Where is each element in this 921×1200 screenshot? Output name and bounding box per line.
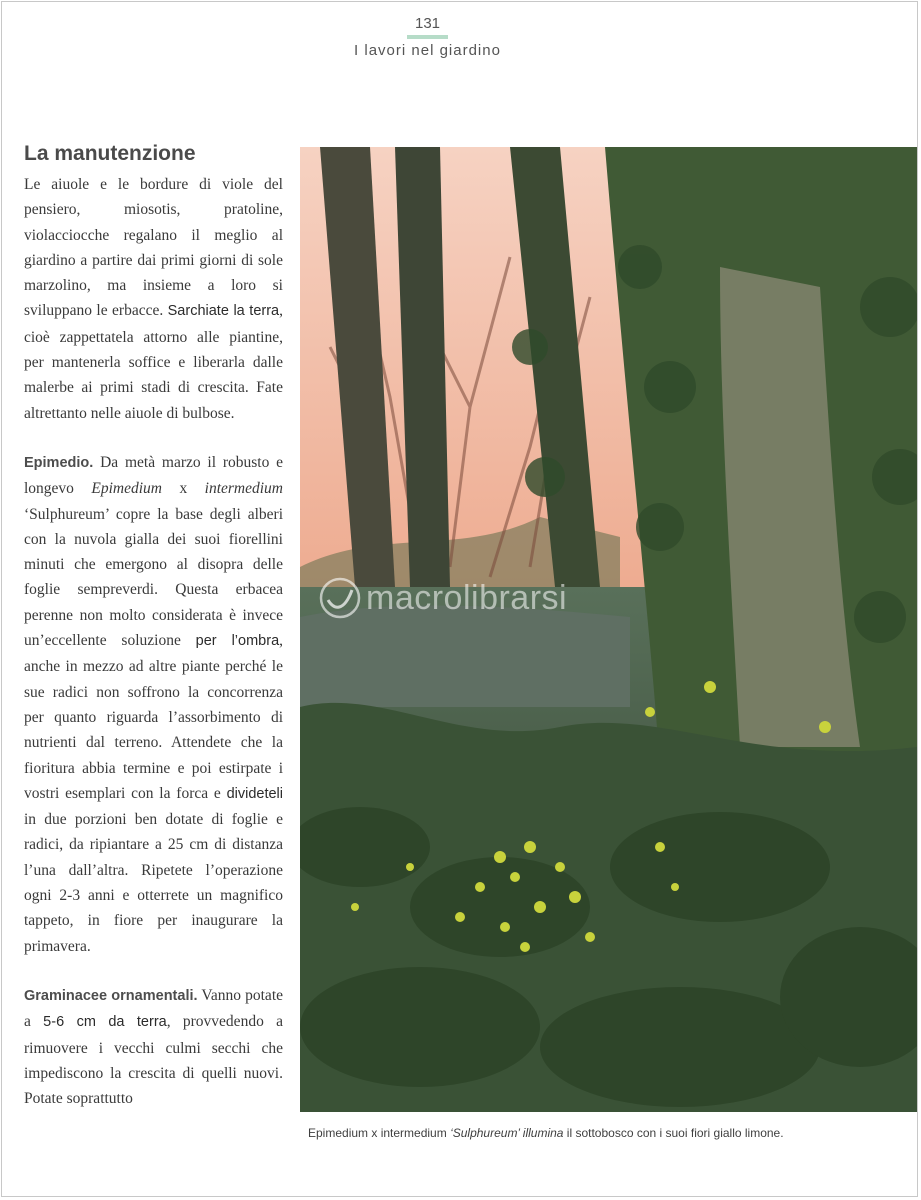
text-column [24, 140, 283, 1111]
caption-italic: illumina [519, 1126, 564, 1140]
paragraph-lead: Graminacee ornamentali. [24, 987, 198, 1004]
text: ‘Sulphureum’ copre la base degli alberi con la nuvola gialla dei suoi fiorellini minuti che emergono al disopra delle foglie sempreverdi. Questa erbacea perenne non molto considerata è invece un’eccellente soluzione [24, 505, 283, 650]
section-title: La manutenzione [24, 142, 196, 165]
page-header [0, 14, 855, 59]
paragraph-lead: Epimedio. [24, 454, 94, 471]
woodland-illustration [300, 147, 917, 1112]
caption-italic: ‘Sulphureum’ [450, 1126, 520, 1140]
text: , provvedendo a rimuovere i vecchi culmi secchi che impediscono la crescita di quelli nuovi. Potate soprattutto [24, 1013, 283, 1108]
latin-name: Epimedium [91, 480, 162, 498]
garden-photo [300, 147, 917, 1112]
text: Le aiuole e le bordure di viole del pensiero, miosotis, pratoline, violacciocche regalano il meglio al giardino a partire dai primi giorni di sole marzolino, ma insieme a loro si sviluppano le erbacce. [24, 176, 283, 320]
caption-text: Epimedium x intermedium [308, 1126, 451, 1140]
running-title: I lavori nel giardino [354, 42, 501, 59]
text: Da metà marzo il robusto e longevo [24, 453, 283, 498]
text: x [162, 480, 205, 498]
text: in due porzioni ben dotate di foglie e radici, da ripiantare a 25 cm di distanza l’una dall’altra. Ripetete l’operazione ogni 2-3 anni e otterrete un magnifico tappeto, in fiore per inaugurare la primavera. [24, 811, 283, 955]
text: Vanno potate a [24, 986, 283, 1031]
caption-text: il sottobosco con i suoi fiori giallo limone. [563, 1126, 784, 1140]
watermark [318, 573, 567, 623]
keyword: 5-6 cm da terra [43, 1014, 167, 1031]
epimedio-paragraph [24, 450, 283, 959]
graminacee-paragraph [24, 983, 283, 1111]
page-number: 131 [407, 14, 448, 39]
keyword: divideteli [226, 785, 283, 802]
watermark-text: macrolibrarsi [366, 578, 568, 617]
intro-paragraph [24, 172, 283, 426]
photo-caption [308, 1126, 908, 1140]
text: , cioè zappettatela attorno alle piantine, per mantenerla soffice e liberarla dalle malerbe ai primi stadi di crescita. Fate altrettanto nelle aiuole di bulbose. [24, 302, 283, 422]
keyword: per l’ombra [195, 633, 280, 650]
text: , anche in mezzo ad altre piante perché le sue radici non soffrono la concorrenza per quanto riguarda l’assorbimento di nutrienti dal terreno. Attendete che la fioritura abbia termine e poi estirpate i vostri esemplari con la forca e [24, 632, 284, 802]
keyword: Sarchiate la terra [167, 303, 280, 320]
latin-name: intermedium [204, 480, 284, 498]
watermark-logo-icon [318, 576, 362, 620]
